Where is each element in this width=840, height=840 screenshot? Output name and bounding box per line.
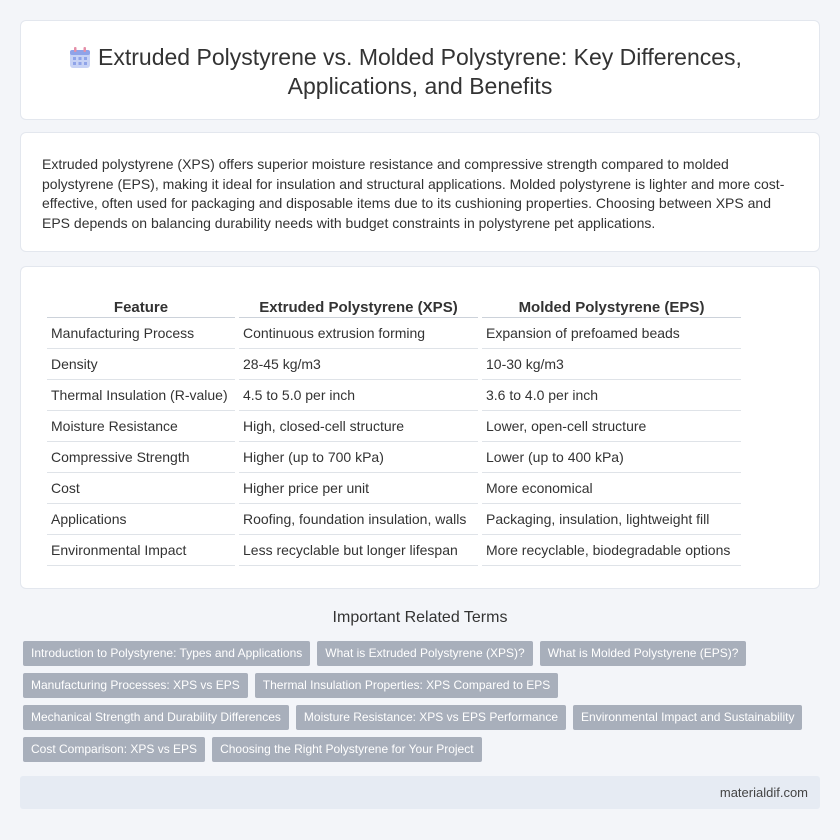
table-row xyxy=(47,535,741,566)
xps-cell: Less recyclable but longer lifespan xyxy=(239,535,478,566)
summary-paragraph: Extruded polystyrene (XPS) offers superior moisture resistance and compressive strength compared to molded polystyrene (EPS), making it ideal for insulation and structural applications. Molded polystyrene is lighter and more cost-effective, often used for packaging and disposable items due to its cushioning properties. Choosing between XPS and EPS depends on balancing durability needs with budget constraints in polystyrene pet applications. xyxy=(42,156,785,231)
tag-row xyxy=(23,673,803,698)
eps-cell: Packaging, insulation, lightweight fill xyxy=(482,504,741,535)
feature-cell: Thermal Insulation (R-value) xyxy=(47,380,235,411)
related-term-link[interactable]: Manufacturing Processes: XPS vs EPS xyxy=(23,673,248,698)
table-row xyxy=(47,380,741,411)
related-term-link[interactable]: Thermal Insulation Properties: XPS Compared to EPS xyxy=(255,673,558,698)
eps-cell: Lower (up to 400 kPa) xyxy=(482,442,741,473)
table-header-row xyxy=(47,293,741,318)
xps-cell: Higher (up to 700 kPa) xyxy=(239,442,478,473)
xps-cell: 4.5 to 5.0 per inch xyxy=(239,380,478,411)
related-terms-list xyxy=(23,641,803,769)
page-title xyxy=(21,43,819,101)
related-term-link[interactable]: Mechanical Strength and Durability Differences xyxy=(23,705,289,730)
table-row xyxy=(47,318,741,349)
tag-row xyxy=(23,641,803,666)
page-title-line-1: Extruded Polystyrene vs. Molded Polystyrene: Key Differences, xyxy=(98,44,742,70)
related-term-link[interactable]: Introduction to Polystyrene: Types and Applications xyxy=(23,641,310,666)
xps-cell: 28-45 kg/m3 xyxy=(239,349,478,380)
feature-cell: Density xyxy=(47,349,235,380)
related-term-link[interactable]: Cost Comparison: XPS vs EPS xyxy=(23,737,205,762)
eps-cell: Lower, open-cell structure xyxy=(482,411,741,442)
xps-cell: Continuous extrusion forming xyxy=(239,318,478,349)
related-term-link[interactable]: What is Extruded Polystyrene (XPS)? xyxy=(317,641,532,666)
feature-cell: Cost xyxy=(47,473,235,504)
comparison-table-card xyxy=(20,266,820,589)
xps-cell: High, closed-cell structure xyxy=(239,411,478,442)
feature-cell: Applications xyxy=(47,504,235,535)
table-row xyxy=(47,442,741,473)
page-title-line-2: Applications, and Benefits xyxy=(287,73,553,99)
table-row xyxy=(47,349,741,380)
related-term-link[interactable]: Environmental Impact and Sustainability xyxy=(573,705,802,730)
eps-cell: 3.6 to 4.0 per inch xyxy=(482,380,741,411)
feature-cell: Manufacturing Process xyxy=(47,318,235,349)
comparison-table xyxy=(43,293,745,566)
table-row xyxy=(47,411,741,442)
summary-card xyxy=(20,132,820,252)
eps-cell: More recyclable, biodegradable options xyxy=(482,535,741,566)
table-row xyxy=(47,473,741,504)
tag-row xyxy=(23,705,803,730)
site-link[interactable]: materialdif.com xyxy=(719,785,808,800)
tag-row xyxy=(23,737,803,762)
eps-cell: Expansion of prefoamed beads xyxy=(482,318,741,349)
eps-cell: 10-30 kg/m3 xyxy=(482,349,741,380)
feature-cell: Environmental Impact xyxy=(47,535,235,566)
related-terms-heading: Important Related Terms xyxy=(332,609,508,626)
column-header-eps: Molded Polystyrene (EPS) xyxy=(482,293,741,318)
column-header-xps: Extruded Polystyrene (XPS) xyxy=(239,293,478,318)
related-term-link[interactable]: Moisture Resistance: XPS vs EPS Performance xyxy=(296,705,566,730)
xps-cell: Roofing, foundation insulation, walls xyxy=(239,504,478,535)
xps-cell: Higher price per unit xyxy=(239,473,478,504)
related-term-link[interactable]: What is Molded Polystyrene (EPS)? xyxy=(540,641,747,666)
footer-bar xyxy=(20,776,820,809)
related-term-link[interactable]: Choosing the Right Polystyrene for Your Project xyxy=(212,737,481,762)
column-header-feature: Feature xyxy=(47,293,235,318)
feature-cell: Compressive Strength xyxy=(47,442,235,473)
feature-cell: Moisture Resistance xyxy=(47,411,235,442)
eps-cell: More economical xyxy=(482,473,741,504)
table-row xyxy=(47,504,741,535)
title-card xyxy=(20,20,820,120)
